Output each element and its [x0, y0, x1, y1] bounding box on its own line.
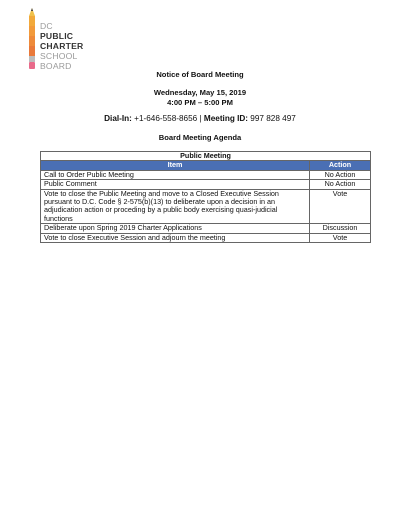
table-row	[41, 180, 371, 189]
logo-line-school: SCHOOL	[40, 51, 78, 61]
table-row	[41, 233, 371, 242]
table-caption: Public Meeting	[41, 152, 371, 161]
dial-in-line	[0, 114, 400, 123]
agenda-action: Vote	[310, 233, 371, 242]
agenda-item: Deliberate upon Spring 2019 Charter Applications	[41, 224, 310, 233]
logo-line-board: BOARD	[40, 61, 72, 71]
agenda-item: Vote to close the Public Meeting and move to a Closed Executive Session pursuant to D.C. Code § 2-575(b)(13) to deliberate upon a decision in an adjudication action or proceding by a public body exercising quasi-judicial functions	[41, 189, 310, 224]
agenda-item: Call to Order Public Meeting	[41, 170, 310, 179]
agenda-table	[40, 151, 371, 243]
column-header-action: Action	[310, 161, 371, 170]
agenda-action: No Action	[310, 180, 371, 189]
agenda-action: Vote	[310, 189, 371, 224]
table-row	[41, 224, 371, 233]
table-caption-row	[41, 152, 371, 161]
agenda-action: No Action	[310, 170, 371, 179]
dial-in-label: Dial-In:	[104, 114, 132, 123]
notice-title: Notice of Board Meeting	[156, 70, 244, 79]
dial-in-number: +1-646-558-8656 |	[131, 114, 204, 123]
agenda-item: Vote to close Executive Session and adjourn the meeting	[41, 233, 310, 242]
column-header-item: Item	[41, 161, 310, 170]
meeting-id: 997 828 497	[248, 114, 296, 123]
table-header-row	[41, 161, 371, 170]
logo-line-dc: DC	[40, 21, 53, 31]
agenda-action: Discussion	[310, 224, 371, 233]
logo	[26, 8, 96, 74]
logo-text	[40, 21, 83, 71]
pencil-icon	[26, 8, 38, 72]
meeting-id-label: Meeting ID:	[203, 114, 249, 123]
agenda-item: Public Comment	[41, 180, 310, 189]
meeting-date: Wednesday, May 15, 2019	[153, 88, 247, 97]
logo-line-charter: CHARTER	[40, 41, 84, 51]
logo-line-public: PUBLIC	[40, 31, 74, 41]
agenda-title: Board Meeting Agenda	[158, 133, 242, 142]
meeting-time: 4:00 PM – 5:00 PM	[167, 98, 233, 107]
table-row	[41, 189, 371, 224]
